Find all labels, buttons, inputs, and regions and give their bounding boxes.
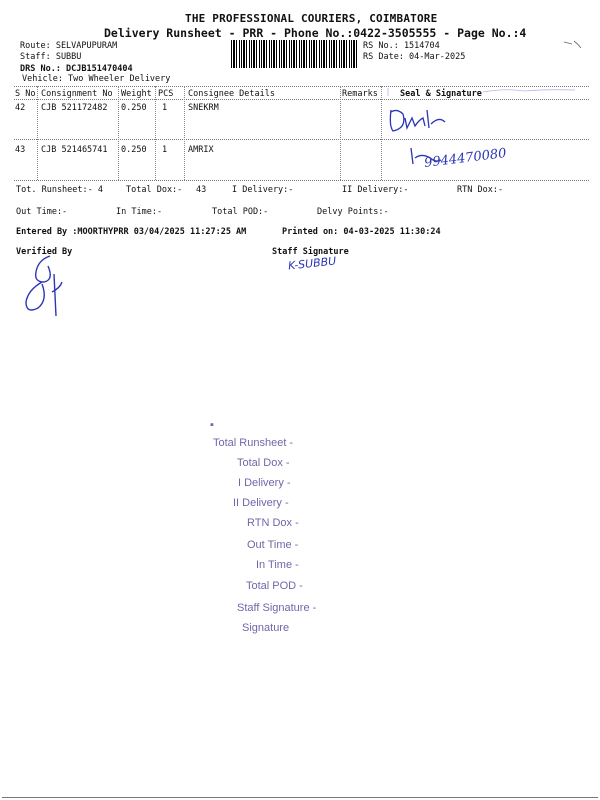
rs-date: RS Date: 04-Mar-2025 [363, 52, 466, 62]
verified-by-label: Verified By [16, 247, 73, 257]
faint-stamp-text [385, 86, 585, 98]
printed-on: Printed on: 04-03-2025 11:30:24 [282, 227, 441, 237]
drs-number: DRS No.: DCJB151470404 [20, 64, 133, 74]
table-header-line [14, 99, 589, 100]
col-divider [381, 86, 382, 180]
page-bottom-line [2, 797, 598, 798]
row-sno: 43 [15, 145, 26, 155]
vehicle: Vehicle: Two Wheeler Delivery [22, 74, 171, 84]
header-consignment: Consignment No [41, 89, 113, 99]
in-time: In Time:- [116, 207, 163, 217]
total-dox: Total Dox:- [126, 185, 183, 195]
col-divider [155, 86, 156, 180]
runsheet-title: Delivery Runsheet - PRR - Phone No.:0422-3505555 - Page No.:4 [104, 26, 527, 40]
stamp-line: Total Runsheet - [213, 437, 294, 449]
entered-by: Entered By :MOORTHYPRR 03/04/2025 11:27:25 AM [16, 227, 247, 237]
col-divider [340, 86, 341, 180]
row-consignment: CJB 521465741 [41, 145, 108, 155]
row-consignment: CJB 521172482 [41, 103, 108, 113]
total-dox-value: 43 [196, 185, 207, 195]
barcode [231, 40, 357, 68]
header-remarks: Remarks [342, 89, 378, 99]
rs-number: RS No.: 1514704 [363, 41, 440, 51]
row-weight: 0.250 [121, 145, 147, 155]
col-divider [37, 86, 38, 180]
staff-signature-handwritten: K-SUBBU [287, 254, 337, 273]
header-pcs: PCS [158, 89, 174, 99]
header-weight: Weight [121, 89, 152, 99]
stamp-line: Total POD - [246, 580, 303, 592]
stamp-line: Total Dox - [237, 457, 290, 469]
verifier-signature [20, 252, 70, 320]
row-sno: 42 [15, 103, 26, 113]
stamp-line: Out Time - [247, 539, 299, 551]
handwritten-phone-number: 9944470080 [423, 146, 508, 171]
stamp-dot: ▪ [210, 419, 214, 431]
row-weight: 0.250 [121, 103, 147, 113]
row-divider [14, 139, 589, 140]
col-divider [118, 86, 119, 180]
stamp-line: I Delivery - [238, 477, 291, 489]
ii-delivery: II Delivery:- [342, 185, 409, 195]
table-bottom-line [14, 180, 589, 181]
row-consignee: SNEKRM [188, 103, 219, 113]
receiver-signature [385, 104, 455, 136]
stamp-line: In Time - [256, 559, 299, 571]
i-delivery: I Delivery:- [232, 185, 294, 195]
corner-mark [562, 38, 584, 50]
header-consignee: Consignee Details [188, 89, 275, 99]
company-name: THE PROFESSIONAL COURIERS, COIMBATORE [185, 12, 438, 25]
total-pod: Total POD:- [212, 207, 269, 217]
route: Route: SELVAPUPURAM [20, 41, 118, 51]
staff: Staff: SUBBU [20, 52, 82, 62]
header-sno: S No [15, 89, 36, 99]
header-seal-signature: Seal & Signature [400, 89, 482, 99]
tot-runsheet: Tot. Runsheet:- 4 [16, 185, 103, 195]
rtn-dox: RTN Dox:- [457, 185, 504, 195]
delvy-points: Delvy Points:- [317, 207, 389, 217]
out-time: Out Time:- [16, 207, 68, 217]
stamp-line: RTN Dox - [247, 517, 299, 529]
row-pcs: 1 [162, 145, 168, 155]
col-divider [184, 86, 185, 180]
staff-signature-label: Staff Signature [272, 247, 349, 257]
row-pcs: 1 [162, 103, 168, 113]
stamp-line: II Delivery - [233, 497, 289, 509]
stamp-line: Signature [242, 622, 290, 634]
row-consignee: AMRIX [188, 145, 214, 155]
stamp-line: Staff Signature - [237, 602, 317, 614]
